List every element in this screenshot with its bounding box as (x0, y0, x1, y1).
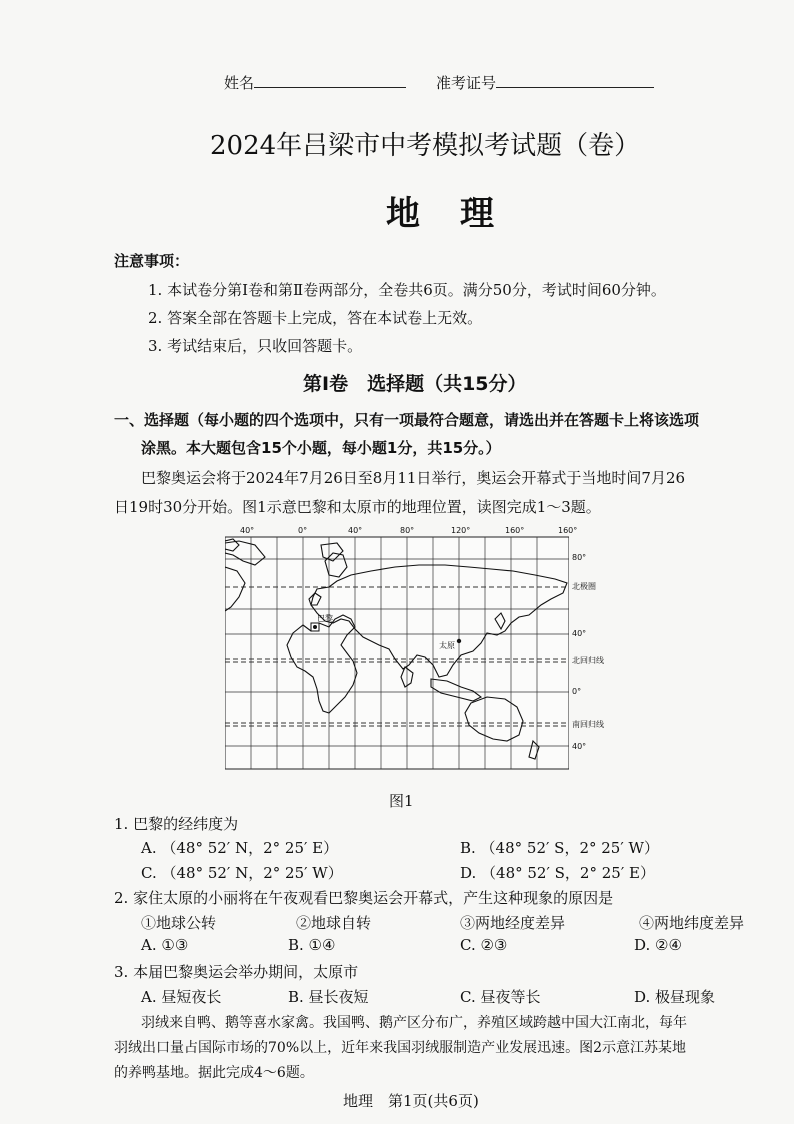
lon-label-160e: 160° (505, 526, 525, 535)
lat-label-arctic: 北极圈 (572, 582, 596, 591)
notice-item-2: 2. 答案全部在答题卡上完成，答在本试卷上无效。 (148, 309, 483, 327)
passage2-line3: 的养鸭基地。据此完成4～6题。 (114, 1065, 314, 1081)
lat-label-40s: 40° (572, 742, 587, 751)
q3-option-a[interactable]: A. 昼短夜长 (141, 988, 222, 1006)
lon-label-160w: 160° (558, 526, 578, 535)
section-instruction-1: 一、选择题（每小题的四个选项中，只有一项最符合题意，请选出并在答题卡上将该选项 (114, 411, 700, 429)
q3-stem: 3. 本届巴黎奥运会举办期间，太原市 (114, 963, 359, 981)
q2-option-c[interactable]: C. ②③ (460, 936, 508, 954)
id-blank[interactable] (496, 75, 654, 88)
lon-label-40e: 40° (348, 526, 363, 535)
q2-statement-1: ①地球公转 (141, 914, 217, 932)
exam-title: 2024年吕梁市中考模拟考试题（卷） (210, 131, 641, 161)
lat-label-equator: 0° (572, 687, 582, 696)
notice-item-3: 3. 考试结束后，只收回答题卡。 (148, 337, 363, 355)
lat-label-40n: 40° (572, 629, 587, 638)
name-field[interactable] (224, 72, 406, 93)
lat-label-80n: 80° (572, 553, 587, 562)
lat-label-cancer: 北回归线 (572, 656, 604, 665)
lon-label-0: 0° (298, 526, 308, 535)
passage1-line1: 巴黎奥运会将于2024年7月26日至8月11日举行，奥运会开幕式于当地时间7月26 (141, 469, 686, 487)
taiyuan-label: 太原 (439, 641, 455, 650)
id-label: 准考证号 (436, 74, 497, 92)
subject-title: 地理 (386, 194, 534, 234)
q1-option-c[interactable]: C. （48° 52′ N，2° 25′ W） (141, 864, 343, 882)
world-map (225, 527, 569, 777)
passage1-line2: 日19时30分开始。图1示意巴黎和太原市的地理位置，读图完成1～3题。 (114, 498, 601, 516)
figure-caption: 图1 (389, 792, 414, 810)
q2-statement-2: ②地球自转 (296, 914, 372, 932)
q3-option-c[interactable]: C. 昼夜等长 (460, 988, 541, 1006)
passage2-line1: 羽绒来自鸭、鹅等喜水家禽。我国鸭、鹅产区分布广，养殖区域跨越中国大江南北，每年 (141, 1015, 687, 1031)
q1-option-d[interactable]: D. （48° 52′ S，2° 25′ E） (460, 864, 655, 882)
q2-option-b[interactable]: B. ①④ (288, 936, 336, 954)
taiyuan-dot (457, 639, 461, 643)
section-title: 第Ⅰ卷 选择题（共15分） (303, 373, 527, 395)
q1-option-a[interactable]: A. （48° 52′ N，2° 25′ E） (141, 839, 339, 857)
passage2-line2: 羽绒出口量占国际市场的70%以上，近年来我国羽绒服制造产业发展迅速。图2示意江苏某地 (114, 1040, 687, 1056)
q2-option-a[interactable]: A. ①③ (141, 936, 189, 954)
q3-option-d[interactable]: D. 极昼现象 (634, 988, 716, 1006)
notice-heading: 注意事项： (114, 252, 190, 270)
lon-label-120e: 120° (451, 526, 471, 535)
page-footer: 地理 第1页(共6页) (343, 1092, 479, 1110)
id-field[interactable] (436, 72, 654, 93)
notice-item-1: 1. 本试卷分第Ⅰ卷和第Ⅱ卷两部分，全卷共6页。满分50分，考试时间60分钟。 (148, 281, 666, 299)
name-label: 姓名 (224, 74, 255, 92)
q1-option-b[interactable]: B. （48° 52′ S，2° 25′ W） (460, 839, 659, 857)
paris-dot (313, 625, 317, 629)
section-instruction-2: 涂黑。本大题包含15个小题，每小题1分，共15分。） (141, 439, 501, 457)
paris-label: 巴黎 (317, 614, 333, 623)
q2-statement-4: ④两地纬度差异 (639, 914, 745, 932)
q2-option-d[interactable]: D. ②④ (634, 936, 682, 954)
lon-label-80e: 80° (400, 526, 415, 535)
lat-label-capricorn: 南回归线 (572, 720, 604, 729)
lon-label-40w: 40° (240, 526, 255, 535)
name-blank[interactable] (254, 75, 406, 88)
q1-stem: 1. 巴黎的经纬度为 (114, 815, 239, 833)
q3-option-b[interactable]: B. 昼长夜短 (288, 988, 369, 1006)
q2-statement-3: ③两地经度差异 (460, 914, 566, 932)
q2-stem: 2. 家住太原的小丽将在午夜观看巴黎奥运会开幕式，产生这种现象的原因是 (114, 889, 614, 907)
